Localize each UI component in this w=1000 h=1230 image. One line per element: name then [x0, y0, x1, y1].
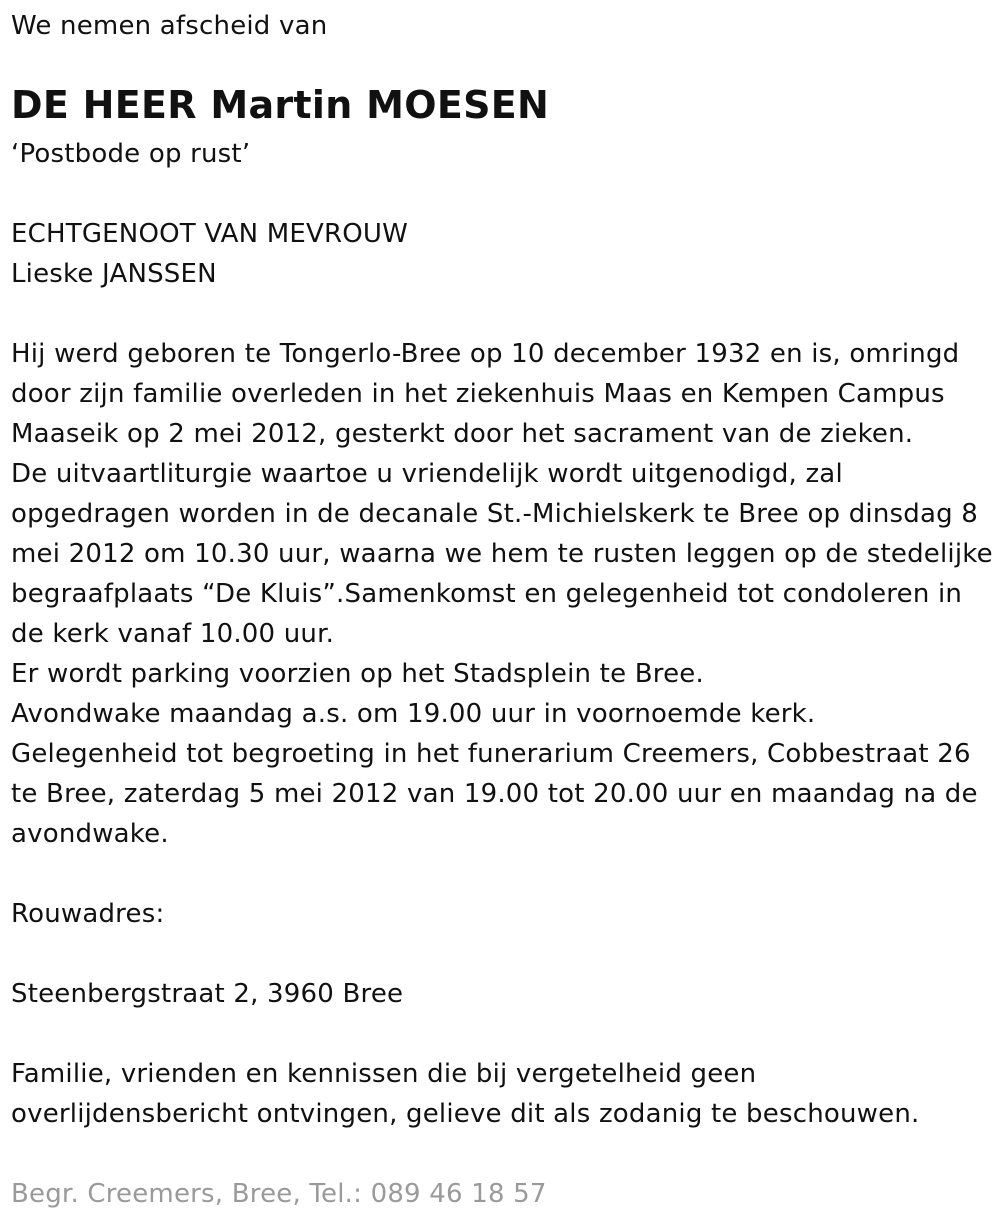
- body-line: te Bree, zaterdag 5 mei 2012 van 19.00 tot 20.00 uur en maandag na de: [11, 779, 978, 809]
- address-label: Rouwadres:: [11, 899, 165, 929]
- spouse-name: Lieske JANSSEN: [11, 259, 217, 289]
- body-line: avondwake.: [11, 819, 169, 849]
- body-line: mei 2012 om 10.30 uur, waarna we hem te rusten leggen op de stedelijke: [11, 539, 993, 569]
- body-line: Hij werd geboren te Tongerlo-Bree op 10 december 1932 en is, omringd: [11, 339, 960, 369]
- body-line: door zijn familie overleden in het ziekenhuis Maas en Kempen Campus: [11, 379, 945, 409]
- family-note-line: overlijdensbericht ontvingen, gelieve dit als zodanig te beschouwen.: [11, 1099, 920, 1129]
- body-line: de kerk vanaf 10.00 uur.: [11, 619, 335, 649]
- body-line: Gelegenheid tot begroeting in het funerarium Creemers, Cobbestraat 26: [11, 739, 971, 769]
- deceased-subtitle: ‘Postbode op rust’: [11, 139, 251, 169]
- family-note: [11, 1054, 919, 1134]
- family-note-line: Familie, vrienden en kennissen die bij vergetelheid geen: [11, 1059, 757, 1089]
- deceased-name: DE HEER Martin MOESEN: [11, 83, 550, 127]
- body-line: De uitvaartliturgie waartoe u vriendelijk wordt uitgenodigd, zal: [11, 459, 843, 489]
- notice-body: [11, 334, 993, 854]
- body-line: Er wordt parking voorzien op het Stadsplein te Bree.: [11, 659, 704, 689]
- body-line: Maaseik op 2 mei 2012, gesterkt door het sacrament van de zieken.: [11, 419, 914, 449]
- body-line: Avondwake maandag a.s. om 19.00 uur in voornoemde kerk.: [11, 699, 816, 729]
- mourning-address: Steenbergstraat 2, 3960 Bree: [11, 979, 404, 1009]
- intro-text: We nemen afscheid van: [11, 11, 328, 41]
- body-line: opgedragen worden in de decanale St.-Michielskerk te Bree op dinsdag 8: [11, 499, 979, 529]
- funeral-home-footer: Begr. Creemers, Bree, Tel.: 089 46 18 57: [11, 1179, 547, 1209]
- spouse-title: ECHTGENOOT VAN MEVROUW: [11, 219, 409, 249]
- body-line: begraafplaats “De Kluis”.Samenkomst en gelegenheid tot condoleren in: [11, 579, 963, 609]
